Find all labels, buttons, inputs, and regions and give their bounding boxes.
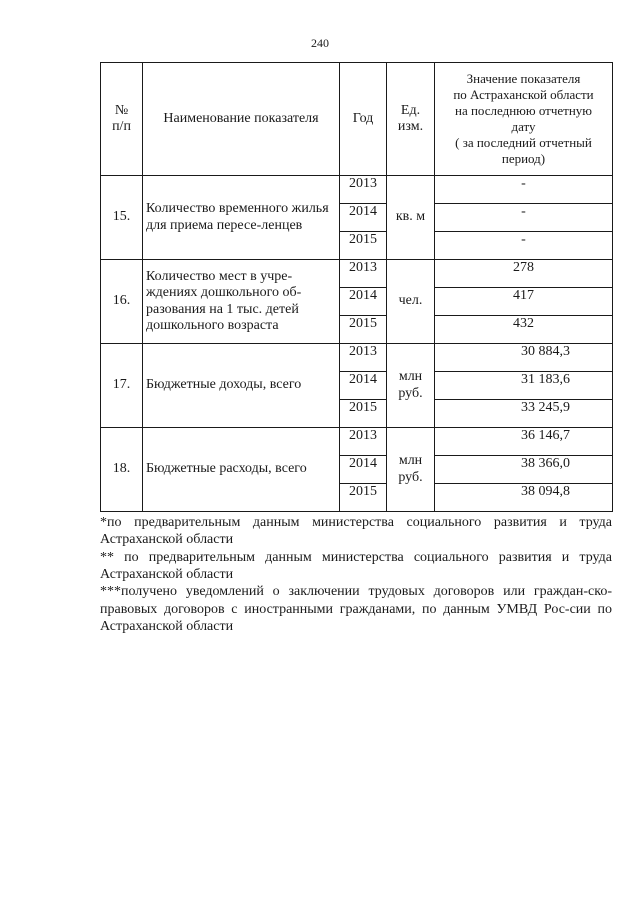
row-unit: млн руб. [387,344,435,428]
header-value [435,63,613,176]
row-year: 2013 [340,428,387,456]
row-value: - [435,204,613,232]
row-value: 38 366,0 [435,456,613,484]
footnote-three-star: ***получено уведомлений о заключении трудовых договоров или граждан-ско-правовых договоров с иностранными гражданами, по данным УМВД Рос-сии по Астраханской области [100,584,612,635]
row-value: - [435,176,613,204]
row-year: 2013 [340,344,387,372]
table-row [101,344,613,372]
header-number [101,63,143,176]
row-year: 2015 [340,484,387,512]
row-year: 2013 [340,176,387,204]
row-value: 432 [435,316,613,344]
row-number: 17. [101,344,143,428]
table-row [101,260,613,288]
header-unit [387,63,435,176]
header-value-text: Значение показателя по Астраханской области на последнюю отчетную дату ( за последний отчетный период) [453,71,594,166]
header-year [340,63,387,176]
row-indicator-name: Количество мест в учре-ждениях дошкольного об-разования на 1 тыс. детей дошкольного возраста [143,260,340,344]
row-value: 38 094,8 [435,484,613,512]
row-year: 2015 [340,232,387,260]
row-value: 278 [435,260,613,288]
footnote-two-star: ** по предварительным данным министерства социального развития и труда Астраханской области [100,549,612,583]
header-number-text: № п/п [112,102,131,134]
row-year: 2014 [340,456,387,484]
header-unit-text: Ед. изм. [397,102,424,134]
row-year: 2014 [340,288,387,316]
row-value: 33 245,9 [435,400,613,428]
row-year: 2013 [340,260,387,288]
row-year: 2014 [340,372,387,400]
indicators-table [100,62,613,512]
row-value: 30 884,3 [435,344,613,372]
table-row [101,428,613,456]
row-unit: кв. м [387,176,435,260]
row-year: 2015 [340,400,387,428]
header-indicator-name [143,63,340,176]
row-value: 31 183,6 [435,372,613,400]
header-year-text: Год [352,110,374,126]
table-row [101,176,613,204]
row-year: 2014 [340,204,387,232]
row-unit: чел. [387,260,435,344]
row-indicator-name: Количество временного жилья для приема пересе-ленцев [143,176,340,260]
row-number: 18. [101,428,143,512]
footnotes [100,514,612,636]
row-indicator-name: Бюджетные доходы, всего [143,344,340,428]
table-header-row [101,63,613,176]
row-indicator-name: Бюджетные расходы, всего [143,428,340,512]
header-indicator-name-text: Наименование показателя [163,110,319,126]
row-year: 2015 [340,316,387,344]
row-value: 36 146,7 [435,428,613,456]
row-value: - [435,232,613,260]
row-number: 15. [101,176,143,260]
footnote-one-star: *по предварительным данным министерства социального развития и труда Астраханской области [100,515,612,548]
row-value: 417 [435,288,613,316]
page-number: 240 [311,36,329,50]
row-unit: млн руб. [387,428,435,512]
row-number: 16. [101,260,143,344]
